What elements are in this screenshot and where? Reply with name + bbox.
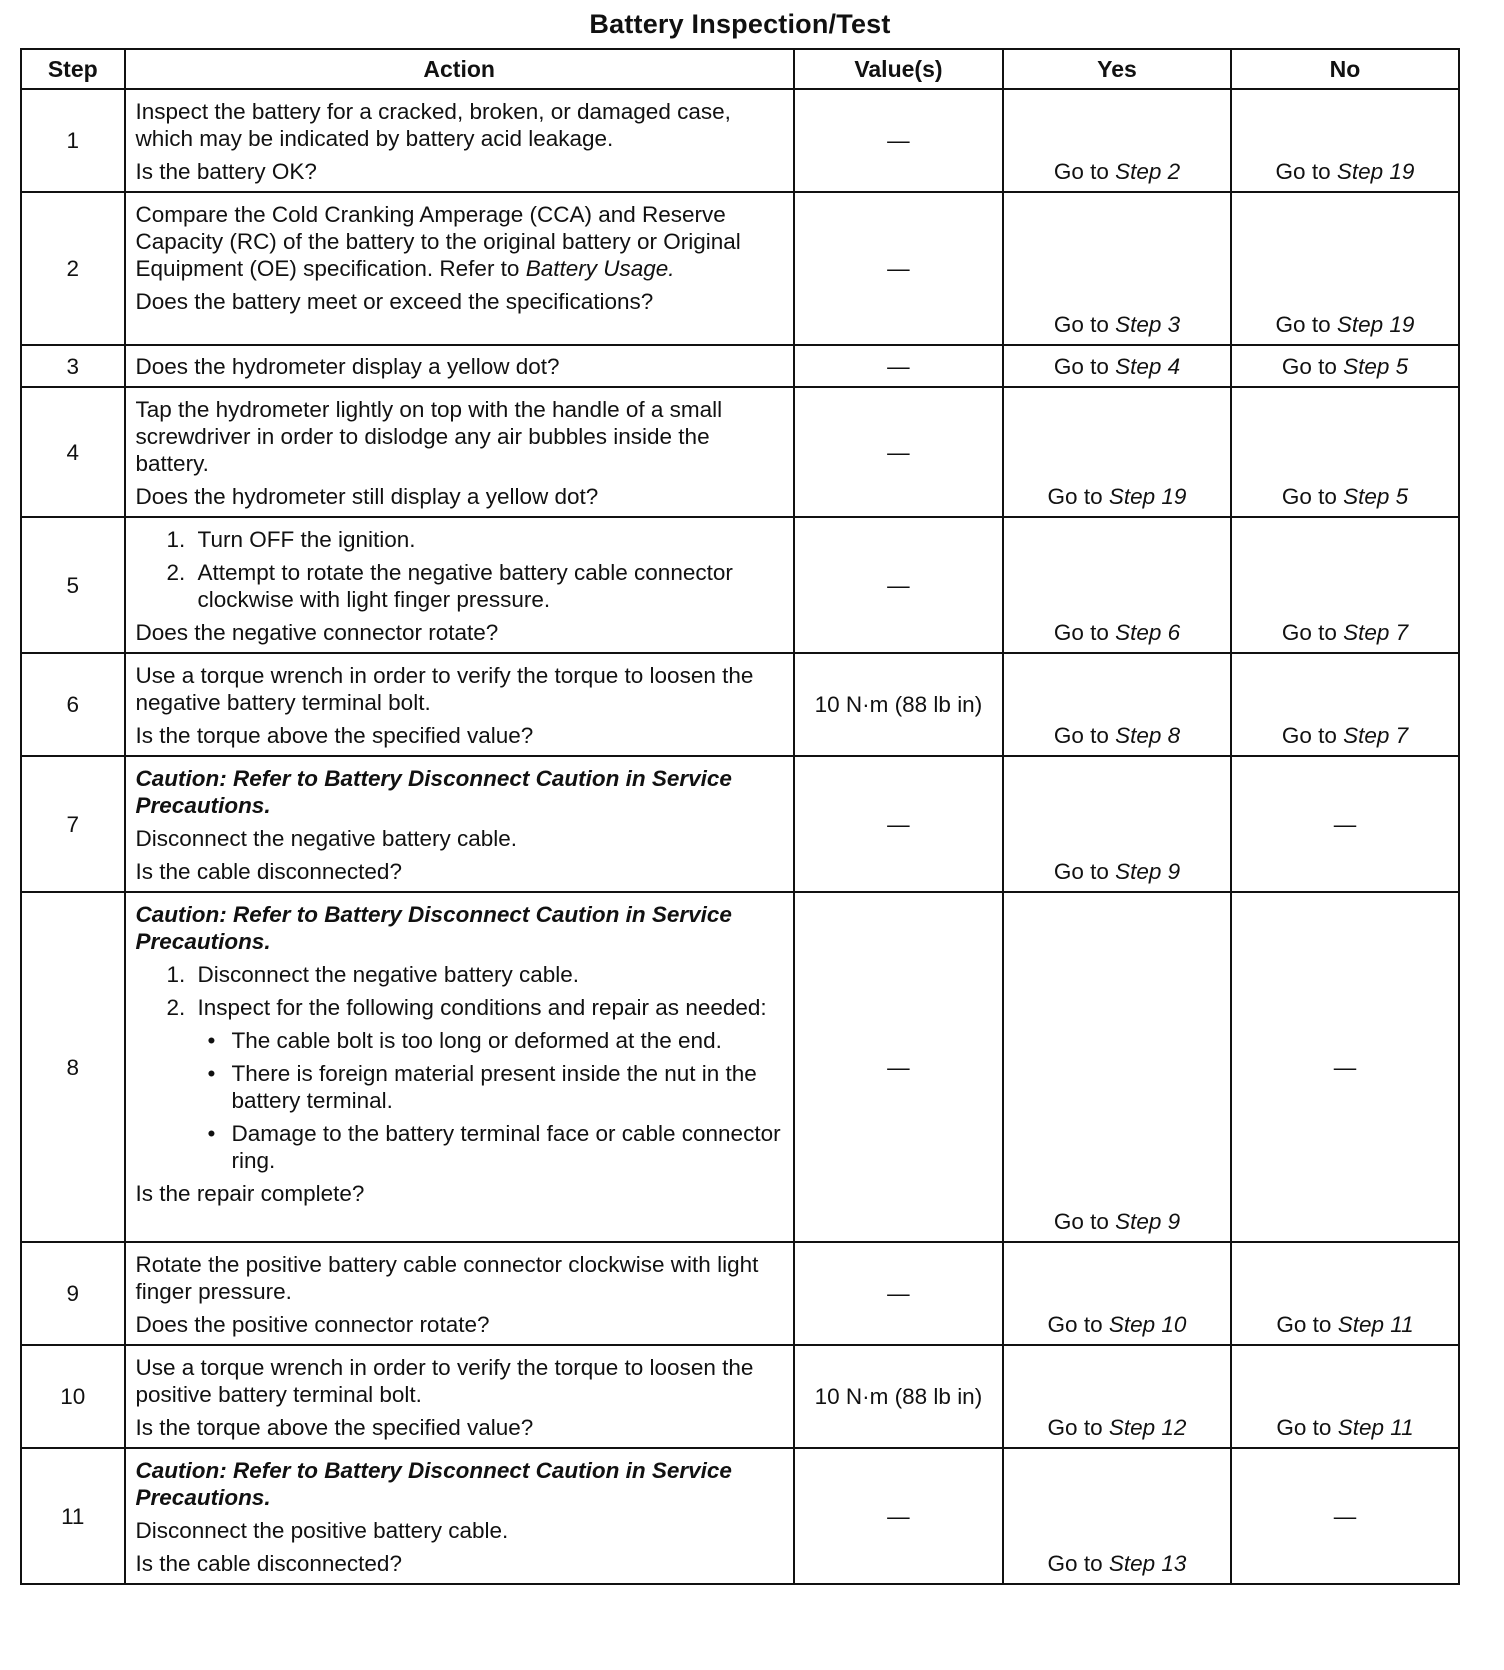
header-action: Action [125, 49, 794, 89]
action-cell [125, 89, 794, 192]
step-number: 11 [21, 1448, 125, 1584]
yes-prefix: Go to [1053, 723, 1109, 748]
action-cell [125, 387, 794, 517]
no-cell [1231, 653, 1459, 756]
step-number: 4 [21, 387, 125, 517]
action-text: Rotate the positive battery cable connector clockwise with light finger pressure. [135, 1252, 759, 1304]
caution-text: Caution: Refer to Battery Disconnect Caution in Service Precautions. [135, 1458, 732, 1510]
yes-step-link[interactable]: Step 6 [1115, 620, 1181, 645]
action-text: Disconnect the negative battery cable. [135, 826, 518, 851]
value-cell: — [794, 517, 1003, 653]
action-text: Use a torque wrench in order to verify the torque to loosen the positive battery terminal bolt. [135, 1355, 754, 1407]
table-row [21, 345, 1459, 387]
no-cell [1231, 89, 1459, 192]
numbered-steps [136, 526, 785, 613]
yes-cell [1003, 1448, 1231, 1584]
action-cell [125, 1242, 794, 1345]
yes-cell [1003, 653, 1231, 756]
action-cell [125, 1448, 794, 1584]
bullet-item: • There is foreign material present inside the nut in the battery terminal. [228, 1060, 785, 1114]
no-prefix: Go to [1281, 484, 1337, 509]
header-no: No [1231, 49, 1459, 89]
yes-cell [1003, 345, 1231, 387]
table-row [21, 387, 1459, 517]
action-question: Is the battery OK? [135, 159, 317, 184]
action-text-body: Compare the Cold Cranking Amperage (CCA) and Reserve Capacity (RC) of the battery to the original battery or Original Equipment (OE) specification. Refer to [135, 202, 741, 281]
bullet-item: • The cable bolt is too long or deformed at the end. [228, 1027, 785, 1054]
yes-cell [1003, 89, 1231, 192]
no-cell: — [1231, 892, 1459, 1242]
action-question: Does the hydrometer still display a yellow dot? [135, 484, 599, 509]
value-cell: 10 N·m (88 lb in) [794, 653, 1003, 756]
value-cell: — [794, 345, 1003, 387]
no-prefix: Go to [1281, 723, 1337, 748]
header-yes: Yes [1003, 49, 1231, 89]
header-step: Step [21, 49, 125, 89]
action-cell [125, 756, 794, 892]
action-question: Is the cable disconnected? [135, 1551, 402, 1576]
action-cell [125, 653, 794, 756]
step-number: 7 [21, 756, 125, 892]
caution-text: Caution: Refer to Battery Disconnect Caution in Service Precautions. [135, 766, 732, 818]
no-step-link[interactable]: Step 5 [1343, 353, 1409, 379]
no-prefix: Go to [1275, 312, 1331, 337]
yes-prefix: Go to [1047, 484, 1103, 509]
yes-prefix: Go to [1053, 620, 1109, 645]
yes-step-link[interactable]: Step 2 [1115, 159, 1181, 184]
action-text: Tap the hydrometer lightly on top with the handle of a small screwdriver in order to dislodge any air bubbles inside the battery. [135, 397, 723, 476]
value-cell: 10 N·m (88 lb in) [794, 1345, 1003, 1448]
action-cell [125, 892, 794, 1242]
bullet-item: • Damage to the battery terminal face or cable connector ring. [228, 1120, 785, 1174]
no-step-link[interactable]: Step 11 [1337, 1312, 1414, 1337]
no-cell: — [1231, 756, 1459, 892]
no-prefix: Go to [1275, 159, 1331, 184]
action-question: Is the torque above the specified value? [135, 723, 534, 748]
no-step-link[interactable]: Step 19 [1336, 312, 1415, 337]
no-prefix: Go to [1276, 1312, 1332, 1337]
action-question: Does the negative connector rotate? [135, 620, 499, 645]
no-step-link[interactable]: Step 19 [1336, 159, 1415, 184]
yes-cell [1003, 517, 1231, 653]
yes-step-link[interactable]: Step 4 [1115, 353, 1181, 379]
yes-cell [1003, 892, 1231, 1242]
yes-step-link[interactable]: Step 9 [1115, 859, 1181, 884]
table-header-row [21, 49, 1459, 89]
inspection-table [20, 48, 1460, 1585]
step-number: 8 [21, 892, 125, 1242]
action-text: Use a torque wrench in order to verify the torque to loosen the negative battery terminal bolt. [135, 663, 754, 715]
no-cell [1231, 387, 1459, 517]
value-cell: — [794, 192, 1003, 345]
table-row [21, 1242, 1459, 1345]
header-values: Value(s) [794, 49, 1003, 89]
reference-link[interactable]: Battery Usage. [525, 256, 675, 281]
no-cell [1231, 192, 1459, 345]
yes-step-link[interactable]: Step 12 [1108, 1415, 1187, 1440]
table-row [21, 517, 1459, 653]
action-question: Does the hydrometer display a yellow dot? [135, 353, 560, 379]
yes-prefix: Go to [1047, 1312, 1103, 1337]
no-cell [1231, 1242, 1459, 1345]
table-row [21, 756, 1459, 892]
numbered-steps [136, 961, 785, 1174]
no-step-link[interactable]: Step 7 [1343, 620, 1409, 645]
no-step-link[interactable]: Step 7 [1343, 723, 1409, 748]
step-number: 2 [21, 192, 125, 345]
step-number: 9 [21, 1242, 125, 1345]
table-row [21, 653, 1459, 756]
bullet-list [198, 1027, 785, 1174]
yes-step-link[interactable]: Step 3 [1115, 312, 1181, 337]
no-cell: — [1231, 1448, 1459, 1584]
step-number: 6 [21, 653, 125, 756]
value-cell: — [794, 1448, 1003, 1584]
action-question: Is the repair complete? [135, 1181, 365, 1206]
yes-step-link[interactable]: Step 19 [1108, 484, 1187, 509]
yes-prefix: Go to [1047, 1415, 1103, 1440]
action-question: Does the positive connector rotate? [135, 1312, 490, 1337]
yes-cell [1003, 756, 1231, 892]
value-cell: — [794, 1242, 1003, 1345]
action-cell [125, 1345, 794, 1448]
page-title: Battery Inspection/Test [589, 9, 891, 39]
yes-step-link[interactable]: Step 8 [1115, 723, 1181, 748]
step-number: 5 [21, 517, 125, 653]
yes-prefix: Go to [1053, 159, 1109, 184]
step-number: 1 [21, 89, 125, 192]
yes-step-link[interactable]: Step 13 [1108, 1551, 1187, 1576]
yes-prefix: Go to [1053, 1209, 1109, 1234]
no-step-link[interactable]: Step 5 [1343, 484, 1409, 509]
value-cell: — [794, 892, 1003, 1242]
action-question: Is the cable disconnected? [135, 859, 402, 884]
caution-text: Caution: Refer to Battery Disconnect Caution in Service Precautions. [135, 902, 732, 954]
action-text [136, 201, 785, 282]
value-cell: — [794, 756, 1003, 892]
action-text: Inspect the battery for a cracked, broken, or damaged case, which may be indicated by battery acid leakage. [135, 99, 731, 151]
no-step-link[interactable]: Step 11 [1337, 1415, 1414, 1440]
yes-step-link[interactable]: Step 10 [1108, 1312, 1187, 1337]
no-cell [1231, 517, 1459, 653]
value-cell: — [794, 387, 1003, 517]
no-prefix: Go to [1281, 620, 1337, 645]
no-prefix: Go to [1276, 1415, 1332, 1440]
yes-cell [1003, 1242, 1231, 1345]
yes-prefix: Go to [1053, 859, 1109, 884]
no-cell [1231, 345, 1459, 387]
yes-prefix: Go to [1047, 1551, 1103, 1576]
table-row [21, 1448, 1459, 1584]
no-cell [1231, 1345, 1459, 1448]
no-prefix: Go to [1281, 353, 1337, 379]
table-row [21, 89, 1459, 192]
action-question: Does the battery meet or exceed the specifications? [135, 289, 654, 314]
numbered-step: 2. Attempt to rotate the negative battery cable connector clockwise with light finger pressure. [192, 559, 785, 613]
yes-step-link[interactable]: Step 9 [1115, 1209, 1181, 1234]
action-cell [125, 192, 794, 345]
step-number: 3 [21, 345, 125, 387]
action-cell [125, 345, 794, 387]
numbered-step: 1. Turn OFF the ignition. [192, 526, 785, 553]
action-text: Disconnect the positive battery cable. [135, 1518, 509, 1543]
action-cell [125, 517, 794, 653]
table-row [21, 892, 1459, 1242]
numbered-step: 1. Disconnect the negative battery cable. [192, 961, 785, 988]
table-row [21, 1345, 1459, 1448]
yes-prefix: Go to [1053, 353, 1109, 379]
step-number: 10 [21, 1345, 125, 1448]
yes-cell [1003, 1345, 1231, 1448]
table-row [21, 192, 1459, 345]
numbered-step-text: Inspect for the following conditions and repair as needed: [197, 995, 767, 1020]
yes-cell [1003, 387, 1231, 517]
yes-cell [1003, 192, 1231, 345]
value-cell: — [794, 89, 1003, 192]
action-question: Is the torque above the specified value? [135, 1415, 534, 1440]
numbered-step [192, 994, 785, 1174]
yes-prefix: Go to [1053, 312, 1109, 337]
